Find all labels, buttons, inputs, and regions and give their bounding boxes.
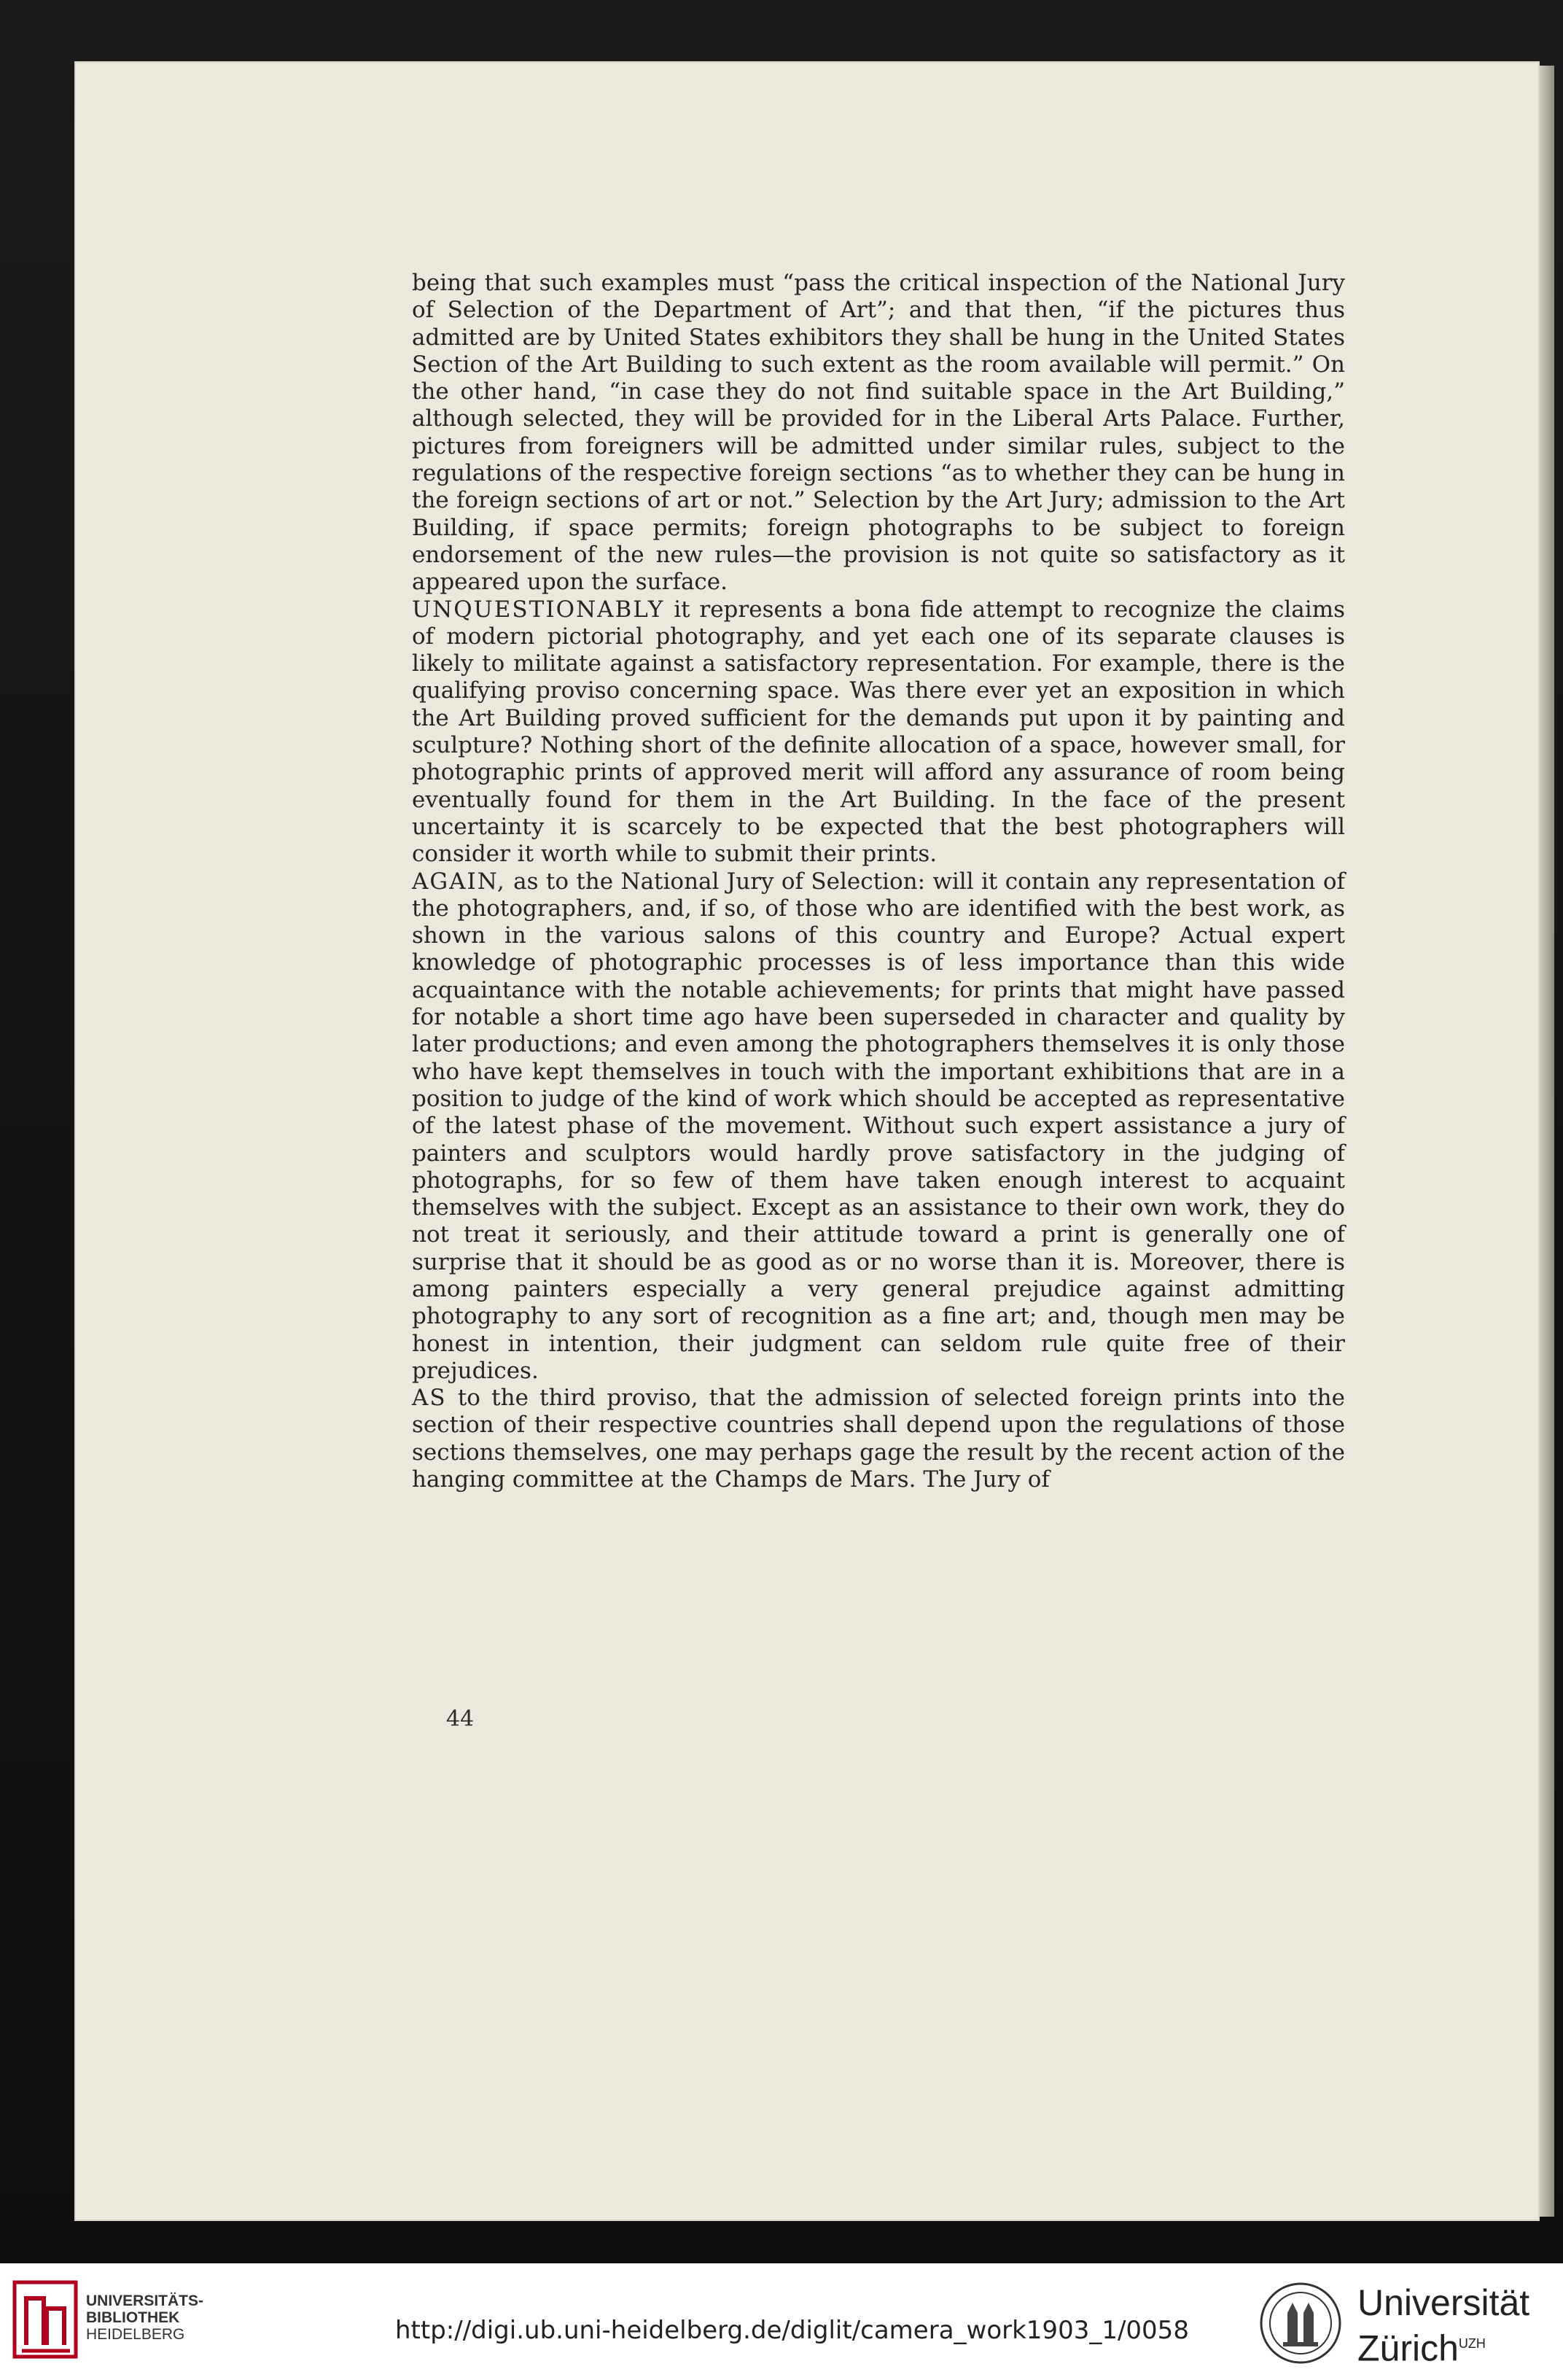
- paragraph-3-text: as to the National Jury of Selection: will it contain any representation of the photographers, and, if so, of those who are identified with the best work, as shown in the various salons of this country and Europe? Actual expert knowledge of photographic processes is of less importance than this wide acquaintance with the notable achievements; for prints that might have passed for notable a short time ago have been superseded in character and quality by later productions; and even among the photographers themselves it is only those who have kept themselves in touch with the important exhibitions that are in a position to judge of the kind of work which should be accepted as representative of the latest phase of the movement. Without such expert assistance a jury of painters and sculptors would hardly prove satisfactory in the judging of photographs, for so few of them have taken enough interest to acquaint themselves with the subject. Except as an assistance to their own work, they do not treat it seriously, and their attitude toward a print is generally one of surprise that it should be as good as or no worse than it is. Moreover, there is among painters especially a very general prejudice against admitting photography to any sort of recognition as a fine art; and, though men may be honest in intention, their judgment can seldom rule quite free of their prejudices.: [412, 868, 1345, 1384]
- page-edge: [1540, 66, 1554, 2217]
- library-line-1: UNIVERSITÄTS-: [86, 2292, 204, 2309]
- library-line-3: HEIDELBERG: [86, 2326, 185, 2343]
- paragraph-3: [412, 868, 1345, 1385]
- paragraph-2-lead: UNQUESTIONABLY: [412, 596, 665, 623]
- paragraph-4-text: to the third proviso, that the admission of selected foreign prints into the section of their respective countries shall depend upon the regulations of those sections themselves, one may perhaps gage the result by the recent action of the hanging committee at the Champs de Mars. The Jury of: [412, 1385, 1345, 1493]
- paragraph-2: [412, 596, 1345, 868]
- paragraph-1: [412, 270, 1345, 596]
- page-number: 44: [446, 1706, 475, 1732]
- uzh-line-2-text: Zürich: [1357, 2328, 1459, 2369]
- uzh-line-1: Universität: [1357, 2282, 1530, 2323]
- paragraph-2-text: it represents a bona fide attempt to recognize the claims of modern pictorial photography, and yet each one of its separate clauses is likely to militate against a satisfactory representation. For example, there is the qualifying proviso concerning space. Was there ever yet an exposition in which the Art Building proved sufficient for the demands put upon it by painting and sculpture? Nothing short of the definite allocation of a space, however small, for photographic prints of approved merit will afford any assurance of room being eventually found for them in the Art Building. In the face of the present uncertainty it is scarcely to be expected that the best photographers will consider it worth while to submit their prints.: [412, 596, 1345, 868]
- university-zurich-name: [1357, 2282, 1529, 2369]
- paragraph-4-lead: AS: [412, 1385, 447, 1412]
- body-text: [412, 270, 1345, 1493]
- footer-bar: [0, 2263, 1563, 2380]
- library-line-2: BIBLIOTHEK: [86, 2309, 180, 2326]
- uzh-line-2: [1357, 2323, 1529, 2369]
- permalink-url[interactable]: http://digi.ub.uni-heidelberg.de/diglit/camera_work1903_1/0058: [395, 2316, 1189, 2345]
- university-library-logo-icon: [12, 2279, 79, 2360]
- paragraph-3-lead: AGAIN,: [412, 868, 506, 895]
- paragraph-4: [412, 1385, 1345, 1493]
- university-library-name: [86, 2292, 203, 2343]
- university-zurich-seal-icon: [1258, 2281, 1343, 2365]
- uzh-superscript: UZH: [1458, 2336, 1486, 2351]
- paragraph-1-text: being that such examples must “pass the critical inspection of the National Jury of Selection of the Department of Art”; and that then, “if the pictures thus admitted are by United States exhibitors they shall be hung in the United States Section of the Art Building to such extent as the room available will permit.” On the other hand, “in case they do not find suitable space in the Art Building,” although selected, they will be provided for in the Liberal Arts Palace. Further, pictures from foreigners will be admitted under similar rules, subject to the regulations of the respective foreign sections “as to whether they can be hung in the foreign sections of art or not.” Selection by the Art Jury; admission to the Art Building, if space permits; foreign photographs to be subject to foreign endorsement of the new rules—the provision is not quite so satisfactory as it appeared upon the surface.: [412, 270, 1345, 596]
